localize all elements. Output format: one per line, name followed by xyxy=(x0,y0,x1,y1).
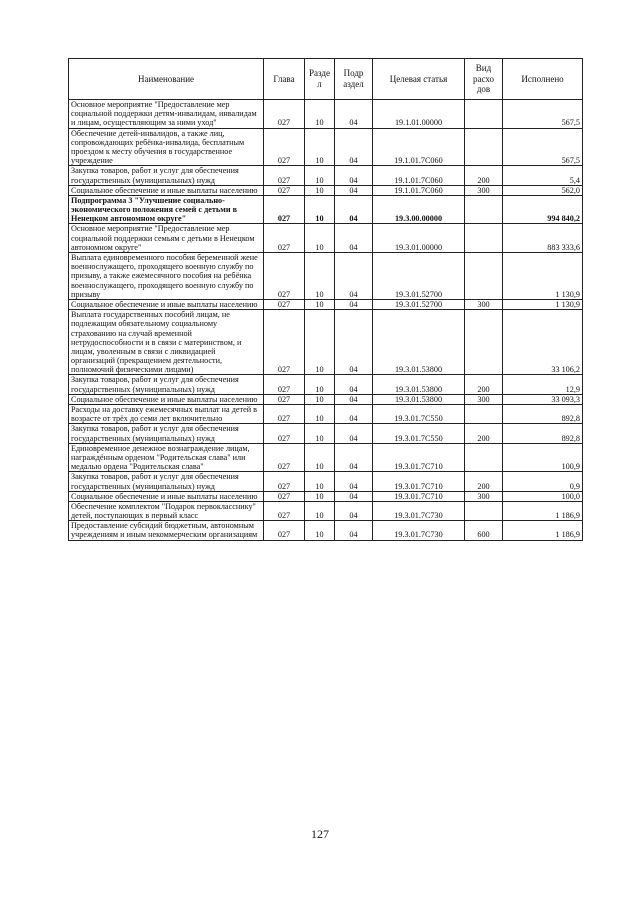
cell-target: 19.1.01.7С060 xyxy=(373,166,465,185)
table-row xyxy=(69,521,583,540)
cell-subsection: 04 xyxy=(335,375,373,394)
cell-expense-type: 300 xyxy=(465,299,503,309)
table-row xyxy=(69,394,583,404)
cell-chapter: 027 xyxy=(264,166,305,185)
table-row xyxy=(69,472,583,491)
cell-subsection: 04 xyxy=(335,405,373,424)
table-header-row xyxy=(69,59,583,100)
cell-chapter: 027 xyxy=(264,253,305,300)
cell-name: Расходы на доставку ежемесячных выплат на детей в возрасте от трёх до семи лет включительно xyxy=(69,405,264,424)
cell-executed: 994 840,2 xyxy=(503,195,583,224)
header-executed: Исполнено xyxy=(503,59,583,100)
cell-section: 10 xyxy=(305,521,335,540)
table-row xyxy=(69,299,583,309)
cell-name: Социальное обеспечение и иные выплаты населению xyxy=(69,394,264,404)
cell-chapter: 027 xyxy=(264,224,305,253)
table-row xyxy=(69,128,583,166)
header-section: Разде л xyxy=(305,59,335,100)
cell-section: 10 xyxy=(305,253,335,300)
cell-name: Закупка товаров, работ и услуг для обеспечения государственных (муниципальных) нужд xyxy=(69,472,264,491)
cell-chapter: 027 xyxy=(264,491,305,501)
cell-expense-type: 200 xyxy=(465,166,503,185)
table-row xyxy=(69,166,583,185)
cell-subsection: 04 xyxy=(335,443,373,472)
cell-name: Закупка товаров, работ и услуг для обеспечения государственных (муниципальных) нужд xyxy=(69,166,264,185)
header-chapter: Глава xyxy=(264,59,305,100)
cell-chapter: 027 xyxy=(264,394,305,404)
cell-target: 19.3.00.00000 xyxy=(373,195,465,224)
table-row xyxy=(69,501,583,520)
cell-executed: 0,9 xyxy=(503,472,583,491)
table-row xyxy=(69,375,583,394)
cell-chapter: 027 xyxy=(264,472,305,491)
cell-subsection: 04 xyxy=(335,253,373,300)
cell-section: 10 xyxy=(305,299,335,309)
cell-executed: 12,9 xyxy=(503,375,583,394)
cell-section: 10 xyxy=(305,128,335,166)
cell-name: Закупка товаров, работ и услуг для обеспечения государственных (муниципальных) нужд xyxy=(69,424,264,443)
cell-expense-type xyxy=(465,405,503,424)
cell-executed: 33 093,3 xyxy=(503,394,583,404)
table-row xyxy=(69,405,583,424)
table-row xyxy=(69,443,583,472)
cell-target: 19.3.01.7С730 xyxy=(373,521,465,540)
cell-executed: 883 333,6 xyxy=(503,224,583,253)
cell-subsection: 04 xyxy=(335,521,373,540)
table-row xyxy=(69,100,583,129)
cell-chapter: 027 xyxy=(264,443,305,472)
cell-target: 19.1.01.7С060 xyxy=(373,185,465,195)
cell-section: 10 xyxy=(305,310,335,375)
cell-target: 19.3.01.53800 xyxy=(373,394,465,404)
cell-target: 19.3.01.52700 xyxy=(373,253,465,300)
cell-subsection: 04 xyxy=(335,166,373,185)
cell-subsection: 04 xyxy=(335,195,373,224)
cell-chapter: 027 xyxy=(264,299,305,309)
cell-executed: 5,4 xyxy=(503,166,583,185)
cell-target: 19.3.01.53800 xyxy=(373,310,465,375)
cell-subsection: 04 xyxy=(335,128,373,166)
cell-expense-type xyxy=(465,224,503,253)
cell-section: 10 xyxy=(305,501,335,520)
cell-executed: 1 130,9 xyxy=(503,253,583,300)
header-expense-type: Вид расхо дов xyxy=(465,59,503,100)
cell-subsection: 04 xyxy=(335,299,373,309)
header-subsection: Подр аздел xyxy=(335,59,373,100)
page-number: 127 xyxy=(311,827,329,841)
cell-expense-type xyxy=(465,443,503,472)
cell-name: Предоставление субсидий бюджетным, автономным учреждениям и иным некоммерческим организациям xyxy=(69,521,264,540)
cell-expense-type: 200 xyxy=(465,472,503,491)
cell-executed: 892,8 xyxy=(503,424,583,443)
cell-executed: 100,9 xyxy=(503,443,583,472)
cell-section: 10 xyxy=(305,100,335,129)
cell-target: 19.3.01.7С710 xyxy=(373,443,465,472)
cell-name: Социальное обеспечение и иные выплаты населению xyxy=(69,185,264,195)
cell-target: 19.3.01.7С550 xyxy=(373,424,465,443)
cell-chapter: 027 xyxy=(264,424,305,443)
cell-subsection: 04 xyxy=(335,224,373,253)
cell-executed: 567,5 xyxy=(503,100,583,129)
cell-target: 19.3.01.00000 xyxy=(373,224,465,253)
cell-executed: 892,8 xyxy=(503,405,583,424)
cell-section: 10 xyxy=(305,405,335,424)
cell-expense-type: 300 xyxy=(465,185,503,195)
cell-subsection: 04 xyxy=(335,491,373,501)
cell-executed: 1 130,9 xyxy=(503,299,583,309)
cell-subsection: 04 xyxy=(335,394,373,404)
cell-target: 19.3.01.52700 xyxy=(373,299,465,309)
cell-subsection: 04 xyxy=(335,501,373,520)
cell-subsection: 04 xyxy=(335,185,373,195)
cell-executed: 1 186,9 xyxy=(503,521,583,540)
cell-target: 19.3.01.7С710 xyxy=(373,472,465,491)
cell-name: Выплата государственных пособий лицам, не подлежащим обязательному социальному страхованию на случай временной нетрудоспособности и в связи с материнством, и лицам, уволенным в связи с ликвидацией организаций (прекращением деятельности, полномочий физическими лицами) xyxy=(69,310,264,375)
cell-section: 10 xyxy=(305,224,335,253)
cell-section: 10 xyxy=(305,491,335,501)
cell-subsection: 04 xyxy=(335,100,373,129)
table-row xyxy=(69,185,583,195)
cell-section: 10 xyxy=(305,472,335,491)
table-row xyxy=(69,253,583,300)
cell-subsection: 04 xyxy=(335,424,373,443)
cell-target: 19.3.01.53800 xyxy=(373,375,465,394)
cell-executed: 100,0 xyxy=(503,491,583,501)
table-row xyxy=(69,224,583,253)
cell-target: 19.1.01.7С060 xyxy=(373,128,465,166)
table-row xyxy=(69,195,583,224)
cell-name: Основное мероприятие "Предоставление мер социальной поддержки детям-инвалидам, инвалидам и лицам, осуществляющим за ними уход" xyxy=(69,100,264,129)
cell-chapter: 027 xyxy=(264,405,305,424)
budget-execution-table xyxy=(68,58,583,541)
cell-name: Обеспечение комплектом "Подарок первокласснику" детей, поступающих в первый класс xyxy=(69,501,264,520)
cell-chapter: 027 xyxy=(264,521,305,540)
table-row xyxy=(69,310,583,375)
cell-expense-type: 600 xyxy=(465,521,503,540)
cell-section: 10 xyxy=(305,394,335,404)
cell-expense-type: 300 xyxy=(465,394,503,404)
cell-target: 19.3.01.7С550 xyxy=(373,405,465,424)
header-target: Целевая статья xyxy=(373,59,465,100)
cell-expense-type: 200 xyxy=(465,424,503,443)
cell-target: 19.3.01.7С710 xyxy=(373,491,465,501)
cell-expense-type xyxy=(465,501,503,520)
cell-chapter: 027 xyxy=(264,100,305,129)
cell-expense-type xyxy=(465,253,503,300)
cell-expense-type xyxy=(465,128,503,166)
cell-section: 10 xyxy=(305,195,335,224)
cell-chapter: 027 xyxy=(264,375,305,394)
cell-subsection: 04 xyxy=(335,472,373,491)
cell-subsection: 04 xyxy=(335,310,373,375)
cell-chapter: 027 xyxy=(264,310,305,375)
cell-chapter: 027 xyxy=(264,501,305,520)
cell-expense-type: 300 xyxy=(465,491,503,501)
cell-name: Обеспечение детей-инвалидов, а также лиц, сопровождающих ребёнка-инвалида, бесплатным проездом к месту обучения в государственное учреждение xyxy=(69,128,264,166)
cell-expense-type: 200 xyxy=(465,375,503,394)
cell-expense-type xyxy=(465,195,503,224)
cell-section: 10 xyxy=(305,375,335,394)
cell-section: 10 xyxy=(305,166,335,185)
header-name: Наименование xyxy=(69,59,264,100)
cell-executed: 562,0 xyxy=(503,185,583,195)
cell-name: Выплата единовременного пособия беременной жене военнослужащего, проходящего военную службу по призыву, а также ежемесячного пособия на ребёнка военнослужащего, проходящего военную службу по призыву xyxy=(69,253,264,300)
cell-chapter: 027 xyxy=(264,195,305,224)
cell-executed: 567,5 xyxy=(503,128,583,166)
cell-name: Социальное обеспечение и иные выплаты населению xyxy=(69,299,264,309)
cell-name: Социальное обеспечение и иные выплаты населению xyxy=(69,491,264,501)
cell-chapter: 027 xyxy=(264,185,305,195)
table-row xyxy=(69,424,583,443)
cell-executed: 1 186,9 xyxy=(503,501,583,520)
cell-target: 19.1.01.00000 xyxy=(373,100,465,129)
cell-executed: 33 106,2 xyxy=(503,310,583,375)
cell-target: 19.3.01.7С730 xyxy=(373,501,465,520)
cell-name: Закупка товаров, работ и услуг для обеспечения государственных (муниципальных) нужд xyxy=(69,375,264,394)
cell-section: 10 xyxy=(305,185,335,195)
cell-section: 10 xyxy=(305,443,335,472)
cell-section: 10 xyxy=(305,424,335,443)
cell-expense-type xyxy=(465,100,503,129)
cell-chapter: 027 xyxy=(264,128,305,166)
cell-name: Подпрограмма 3 "Улучшение социально-экономического положения семей с детьми в Ненецком автономном округе" xyxy=(69,195,264,224)
cell-name: Единовременное денежное вознаграждение лицам, награждённым орденом "Родительская слава" или медалью ордена "Родительская слава" xyxy=(69,443,264,472)
cell-expense-type xyxy=(465,310,503,375)
cell-name: Основное мероприятие "Предоставление мер социальной поддержки семьям с детьми в Ненецком автономном округе" xyxy=(69,224,264,253)
table-row xyxy=(69,491,583,501)
